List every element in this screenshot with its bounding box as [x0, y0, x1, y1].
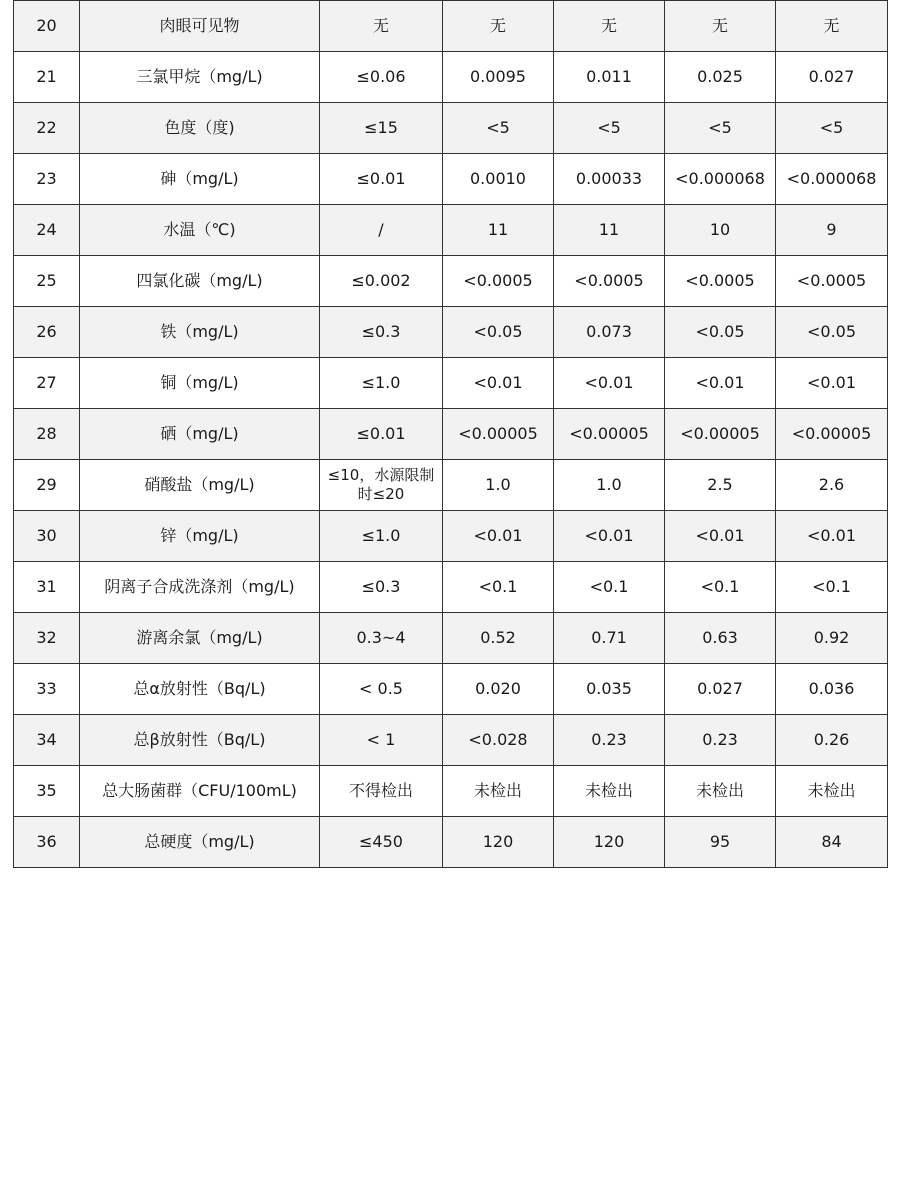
sample-2-cell: 0.073 [554, 307, 665, 358]
sample-4-cell: <0.05 [776, 307, 888, 358]
item-name-cell: 色度（度) [80, 103, 320, 154]
table-row [14, 460, 888, 511]
table-row [14, 256, 888, 307]
standard-limit-cell: ≤0.01 [320, 409, 443, 460]
sample-2-cell: 0.035 [554, 664, 665, 715]
row-number-cell: 26 [14, 307, 80, 358]
sample-1-cell: <0.01 [443, 358, 554, 409]
sample-1-cell: 0.52 [443, 613, 554, 664]
sample-3-cell: <0.000068 [665, 154, 776, 205]
sample-3-cell: <0.01 [665, 511, 776, 562]
sample-3-cell: <0.1 [665, 562, 776, 613]
row-number-cell: 23 [14, 154, 80, 205]
sample-4-cell: <0.00005 [776, 409, 888, 460]
item-name-cell: 铁（mg/L) [80, 307, 320, 358]
sample-2-cell: 11 [554, 205, 665, 256]
item-name-cell: 硝酸盐（mg/L) [80, 460, 320, 511]
item-name-cell: 肉眼可见物 [80, 1, 320, 52]
sample-4-cell: <5 [776, 103, 888, 154]
row-number-cell: 27 [14, 358, 80, 409]
sample-1-cell: 无 [443, 1, 554, 52]
sample-2-cell: <0.00005 [554, 409, 665, 460]
item-name-cell: 砷（mg/L) [80, 154, 320, 205]
sample-2-cell: <0.0005 [554, 256, 665, 307]
sample-4-cell: 9 [776, 205, 888, 256]
row-number-cell: 29 [14, 460, 80, 511]
sample-1-cell: 1.0 [443, 460, 554, 511]
row-number-cell: 24 [14, 205, 80, 256]
sample-1-cell: 0.0095 [443, 52, 554, 103]
sample-4-cell: 0.027 [776, 52, 888, 103]
sample-4-cell: 未检出 [776, 766, 888, 817]
sample-1-cell: <0.1 [443, 562, 554, 613]
sample-2-cell: 0.71 [554, 613, 665, 664]
sample-2-cell: 1.0 [554, 460, 665, 511]
standard-limit-cell: 0.3~4 [320, 613, 443, 664]
sample-1-cell: <0.00005 [443, 409, 554, 460]
table-row [14, 664, 888, 715]
sample-4-cell: 0.92 [776, 613, 888, 664]
standard-limit-cell: ≤450 [320, 817, 443, 868]
sample-1-cell: 11 [443, 205, 554, 256]
table-row [14, 817, 888, 868]
row-number-cell: 31 [14, 562, 80, 613]
sample-1-cell: <0.028 [443, 715, 554, 766]
sample-3-cell: 0.23 [665, 715, 776, 766]
sample-4-cell: <0.0005 [776, 256, 888, 307]
item-name-cell: 总硬度（mg/L) [80, 817, 320, 868]
standard-limit-cell: ≤15 [320, 103, 443, 154]
row-number-cell: 20 [14, 1, 80, 52]
sample-3-cell: 2.5 [665, 460, 776, 511]
sample-3-cell: 无 [665, 1, 776, 52]
row-number-cell: 22 [14, 103, 80, 154]
standard-limit-cell: ≤0.3 [320, 562, 443, 613]
sample-2-cell: 120 [554, 817, 665, 868]
sample-4-cell: 无 [776, 1, 888, 52]
sample-3-cell: 95 [665, 817, 776, 868]
row-number-cell: 28 [14, 409, 80, 460]
table-row [14, 52, 888, 103]
sample-4-cell: <0.1 [776, 562, 888, 613]
row-number-cell: 33 [14, 664, 80, 715]
sample-2-cell: 无 [554, 1, 665, 52]
item-name-cell: 总β放射性（Bq/L) [80, 715, 320, 766]
sample-2-cell: 0.011 [554, 52, 665, 103]
sample-3-cell: <0.00005 [665, 409, 776, 460]
sample-3-cell: <0.0005 [665, 256, 776, 307]
item-name-cell: 四氯化碳（mg/L) [80, 256, 320, 307]
row-number-cell: 30 [14, 511, 80, 562]
standard-limit-cell: ≤1.0 [320, 358, 443, 409]
item-name-cell: 硒（mg/L) [80, 409, 320, 460]
table-row [14, 1, 888, 52]
row-number-cell: 21 [14, 52, 80, 103]
row-number-cell: 36 [14, 817, 80, 868]
table-body [14, 1, 888, 868]
water-quality-table [13, 0, 888, 868]
item-name-cell: 三氯甲烷（mg/L) [80, 52, 320, 103]
sample-1-cell: <0.05 [443, 307, 554, 358]
table-row [14, 715, 888, 766]
sample-3-cell: <0.01 [665, 358, 776, 409]
row-number-cell: 34 [14, 715, 80, 766]
sample-1-cell: <0.0005 [443, 256, 554, 307]
sample-3-cell: 0.027 [665, 664, 776, 715]
sample-2-cell: 0.23 [554, 715, 665, 766]
sample-3-cell: 0.025 [665, 52, 776, 103]
item-name-cell: 阴离子合成洗涤剂（mg/L) [80, 562, 320, 613]
sample-2-cell: 未检出 [554, 766, 665, 817]
sample-3-cell: 未检出 [665, 766, 776, 817]
row-number-cell: 25 [14, 256, 80, 307]
standard-limit-cell: < 0.5 [320, 664, 443, 715]
sample-2-cell: 0.00033 [554, 154, 665, 205]
standard-limit-cell: 无 [320, 1, 443, 52]
sample-2-cell: <0.01 [554, 511, 665, 562]
row-number-cell: 35 [14, 766, 80, 817]
sample-2-cell: <5 [554, 103, 665, 154]
standard-limit-cell: ≤10，水源限制时≤20 [320, 460, 443, 511]
row-number-cell: 32 [14, 613, 80, 664]
table-row [14, 103, 888, 154]
table-row [14, 205, 888, 256]
item-name-cell: 水温（℃) [80, 205, 320, 256]
standard-limit-cell: ≤0.3 [320, 307, 443, 358]
standard-limit-cell: / [320, 205, 443, 256]
sample-4-cell: <0.000068 [776, 154, 888, 205]
sample-4-cell: <0.01 [776, 511, 888, 562]
standard-limit-cell: < 1 [320, 715, 443, 766]
sample-1-cell: <0.01 [443, 511, 554, 562]
sample-1-cell: 120 [443, 817, 554, 868]
sample-4-cell: 0.26 [776, 715, 888, 766]
sample-1-cell: <5 [443, 103, 554, 154]
sample-4-cell: <0.01 [776, 358, 888, 409]
table-row [14, 511, 888, 562]
sample-3-cell: 0.63 [665, 613, 776, 664]
item-name-cell: 锌（mg/L) [80, 511, 320, 562]
table-row [14, 562, 888, 613]
sample-3-cell: 10 [665, 205, 776, 256]
item-name-cell: 游离余氯（mg/L) [80, 613, 320, 664]
sample-3-cell: <0.05 [665, 307, 776, 358]
standard-limit-cell: ≤1.0 [320, 511, 443, 562]
standard-limit-cell: 不得检出 [320, 766, 443, 817]
item-name-cell: 铜（mg/L) [80, 358, 320, 409]
sample-1-cell: 0.0010 [443, 154, 554, 205]
item-name-cell: 总α放射性（Bq/L) [80, 664, 320, 715]
standard-limit-cell: ≤0.01 [320, 154, 443, 205]
sample-2-cell: <0.01 [554, 358, 665, 409]
item-name-cell: 总大肠菌群（CFU/100mL) [80, 766, 320, 817]
table-row [14, 358, 888, 409]
sample-3-cell: <5 [665, 103, 776, 154]
standard-limit-cell: ≤0.002 [320, 256, 443, 307]
table-row [14, 307, 888, 358]
sample-4-cell: 2.6 [776, 460, 888, 511]
table-row [14, 766, 888, 817]
sample-4-cell: 84 [776, 817, 888, 868]
sample-2-cell: <0.1 [554, 562, 665, 613]
table-row [14, 409, 888, 460]
sample-1-cell: 0.020 [443, 664, 554, 715]
table-row [14, 154, 888, 205]
table-row [14, 613, 888, 664]
sample-1-cell: 未检出 [443, 766, 554, 817]
sample-4-cell: 0.036 [776, 664, 888, 715]
standard-limit-cell: ≤0.06 [320, 52, 443, 103]
